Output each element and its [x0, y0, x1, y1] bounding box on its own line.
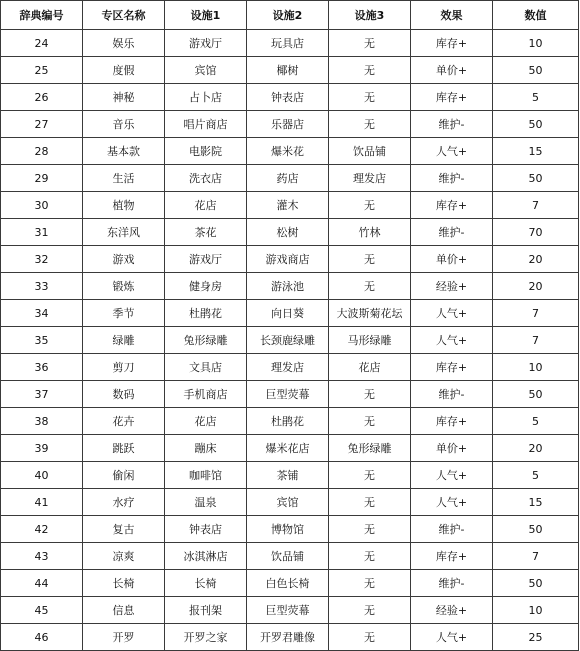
- table-row: [1, 327, 579, 354]
- facility-2-cell: 杜鹃花: [247, 408, 329, 435]
- value-cell: 5: [493, 462, 579, 489]
- facility-3-cell: 无: [329, 192, 411, 219]
- facility-3-cell: 饮品铺: [329, 138, 411, 165]
- zone-name-cell: 神秘: [83, 84, 165, 111]
- value-cell: 7: [493, 192, 579, 219]
- table-row: [1, 408, 579, 435]
- facility-1-cell: 手机商店: [165, 381, 247, 408]
- value-cell: 15: [493, 138, 579, 165]
- dict-number-cell: 36: [1, 354, 83, 381]
- dict-number-cell: 35: [1, 327, 83, 354]
- facility-3-cell: 马形绿雕: [329, 327, 411, 354]
- value-cell: 50: [493, 516, 579, 543]
- zone-name-cell: 季节: [83, 300, 165, 327]
- table-row: [1, 165, 579, 192]
- zone-name-cell: 基本款: [83, 138, 165, 165]
- effect-cell: 库存+: [411, 354, 493, 381]
- facility-2-cell: 开罗君雕像: [247, 624, 329, 651]
- table-row: [1, 246, 579, 273]
- zone-name-cell: 植物: [83, 192, 165, 219]
- facility-1-cell: 开罗之家: [165, 624, 247, 651]
- value-cell: 50: [493, 165, 579, 192]
- header-row: [1, 1, 579, 30]
- facility-1-cell: 文具店: [165, 354, 247, 381]
- zone-name-cell: 信息: [83, 597, 165, 624]
- facility-1-cell: 宾馆: [165, 57, 247, 84]
- header-cell-zone-name: 专区名称: [83, 1, 165, 30]
- facility-2-cell: 向日葵: [247, 300, 329, 327]
- facility-3-cell: 兔形绿雕: [329, 435, 411, 462]
- table-row: [1, 84, 579, 111]
- table-row: [1, 516, 579, 543]
- value-cell: 50: [493, 570, 579, 597]
- facility-3-cell: 无: [329, 489, 411, 516]
- facility-1-cell: 钟表店: [165, 516, 247, 543]
- dict-number-cell: 30: [1, 192, 83, 219]
- effect-cell: 人气+: [411, 327, 493, 354]
- effect-cell: 经验+: [411, 597, 493, 624]
- effect-cell: 库存+: [411, 192, 493, 219]
- value-cell: 50: [493, 381, 579, 408]
- header-cell-dict-number: 辞典编号: [1, 1, 83, 30]
- effect-cell: 人气+: [411, 462, 493, 489]
- dict-number-cell: 44: [1, 570, 83, 597]
- header-cell-facility-2: 设施2: [247, 1, 329, 30]
- facility-1-cell: 报刊架: [165, 597, 247, 624]
- zone-name-cell: 开罗: [83, 624, 165, 651]
- facility-2-cell: 药店: [247, 165, 329, 192]
- dict-number-cell: 41: [1, 489, 83, 516]
- facility-1-cell: 蹦床: [165, 435, 247, 462]
- table-row: [1, 570, 579, 597]
- dict-number-cell: 24: [1, 30, 83, 57]
- value-cell: 5: [493, 84, 579, 111]
- table-row: [1, 138, 579, 165]
- facility-1-cell: 兔形绿雕: [165, 327, 247, 354]
- dict-number-cell: 27: [1, 111, 83, 138]
- facility-3-cell: 无: [329, 30, 411, 57]
- table-row: [1, 624, 579, 651]
- effect-cell: 库存+: [411, 408, 493, 435]
- effect-cell: 维护-: [411, 165, 493, 192]
- facility-3-cell: 竹林: [329, 219, 411, 246]
- facility-2-cell: 博物馆: [247, 516, 329, 543]
- facility-3-cell: 花店: [329, 354, 411, 381]
- facility-3-cell: 无: [329, 246, 411, 273]
- value-cell: 7: [493, 327, 579, 354]
- table-row: [1, 111, 579, 138]
- effect-cell: 维护-: [411, 219, 493, 246]
- value-cell: 20: [493, 435, 579, 462]
- effect-cell: 人气+: [411, 138, 493, 165]
- dict-number-cell: 42: [1, 516, 83, 543]
- table-row: [1, 597, 579, 624]
- table-row: [1, 57, 579, 84]
- effect-cell: 维护-: [411, 381, 493, 408]
- zone-name-cell: 花卉: [83, 408, 165, 435]
- zone-name-cell: 生活: [83, 165, 165, 192]
- dict-number-cell: 40: [1, 462, 83, 489]
- dict-number-cell: 33: [1, 273, 83, 300]
- facility-1-cell: 唱片商店: [165, 111, 247, 138]
- facility-3-cell: 无: [329, 462, 411, 489]
- table-row: [1, 381, 579, 408]
- table-row: [1, 462, 579, 489]
- facility-1-cell: 花店: [165, 192, 247, 219]
- facility-3-cell: 无: [329, 408, 411, 435]
- facility-2-cell: 饮品铺: [247, 543, 329, 570]
- table-row: [1, 489, 579, 516]
- facility-2-cell: 椰树: [247, 57, 329, 84]
- value-cell: 20: [493, 246, 579, 273]
- facility-1-cell: 占卜店: [165, 84, 247, 111]
- dict-number-cell: 32: [1, 246, 83, 273]
- facility-1-cell: 游戏厅: [165, 246, 247, 273]
- dict-number-cell: 39: [1, 435, 83, 462]
- value-cell: 7: [493, 543, 579, 570]
- zone-name-cell: 水疗: [83, 489, 165, 516]
- value-cell: 7: [493, 300, 579, 327]
- table-row: [1, 219, 579, 246]
- effect-cell: 经验+: [411, 273, 493, 300]
- facility-2-cell: 乐器店: [247, 111, 329, 138]
- value-cell: 70: [493, 219, 579, 246]
- facility-1-cell: 长椅: [165, 570, 247, 597]
- effect-cell: 维护-: [411, 111, 493, 138]
- dict-number-cell: 29: [1, 165, 83, 192]
- facility-1-cell: 游戏厅: [165, 30, 247, 57]
- facility-1-cell: 杜鹃花: [165, 300, 247, 327]
- table-row: [1, 435, 579, 462]
- zone-name-cell: 娱乐: [83, 30, 165, 57]
- facility-2-cell: 理发店: [247, 354, 329, 381]
- table-row: [1, 300, 579, 327]
- facility-3-cell: 无: [329, 543, 411, 570]
- facility-2-cell: 灌木: [247, 192, 329, 219]
- dict-number-cell: 43: [1, 543, 83, 570]
- facility-3-cell: 无: [329, 570, 411, 597]
- effect-cell: 维护-: [411, 570, 493, 597]
- zone-name-cell: 跳跃: [83, 435, 165, 462]
- zone-name-cell: 数码: [83, 381, 165, 408]
- effect-cell: 维护-: [411, 516, 493, 543]
- header-cell-facility-3: 设施3: [329, 1, 411, 30]
- facility-1-cell: 洗衣店: [165, 165, 247, 192]
- facility-2-cell: 巨型荧幕: [247, 381, 329, 408]
- zone-name-cell: 复古: [83, 516, 165, 543]
- facility-2-cell: 爆米花: [247, 138, 329, 165]
- facility-1-cell: 健身房: [165, 273, 247, 300]
- dict-number-cell: 25: [1, 57, 83, 84]
- zone-name-cell: 剪刀: [83, 354, 165, 381]
- effect-cell: 库存+: [411, 543, 493, 570]
- facility-2-cell: 长颈鹿绿雕: [247, 327, 329, 354]
- facility-3-cell: 无: [329, 516, 411, 543]
- facility-3-cell: 无: [329, 381, 411, 408]
- zone-name-cell: 度假: [83, 57, 165, 84]
- table-row: [1, 30, 579, 57]
- table-row: [1, 543, 579, 570]
- dict-number-cell: 34: [1, 300, 83, 327]
- header-cell-effect: 效果: [411, 1, 493, 30]
- dict-number-cell: 38: [1, 408, 83, 435]
- facility-2-cell: 松树: [247, 219, 329, 246]
- facility-1-cell: 咖啡馆: [165, 462, 247, 489]
- value-cell: 20: [493, 273, 579, 300]
- zone-name-cell: 凉爽: [83, 543, 165, 570]
- facility-2-cell: 游戏商店: [247, 246, 329, 273]
- facility-2-cell: 巨型荧幕: [247, 597, 329, 624]
- dict-number-cell: 26: [1, 84, 83, 111]
- header-cell-facility-1: 设施1: [165, 1, 247, 30]
- dict-number-cell: 31: [1, 219, 83, 246]
- facility-3-cell: 无: [329, 624, 411, 651]
- facility-3-cell: 无: [329, 84, 411, 111]
- facility-2-cell: 钟表店: [247, 84, 329, 111]
- facility-3-cell: 无: [329, 111, 411, 138]
- facility-3-cell: 无: [329, 597, 411, 624]
- value-cell: 50: [493, 111, 579, 138]
- table-row: [1, 354, 579, 381]
- header-cell-value: 数值: [493, 1, 579, 30]
- zone-name-cell: 绿雕: [83, 327, 165, 354]
- facility-2-cell: 爆米花店: [247, 435, 329, 462]
- facility-2-cell: 宾馆: [247, 489, 329, 516]
- zone-name-cell: 锻炼: [83, 273, 165, 300]
- facility-1-cell: 花店: [165, 408, 247, 435]
- facility-2-cell: 游泳池: [247, 273, 329, 300]
- facility-2-cell: 茶铺: [247, 462, 329, 489]
- zone-name-cell: 东洋风: [83, 219, 165, 246]
- facility-3-cell: 大波斯菊花坛: [329, 300, 411, 327]
- effect-cell: 单价+: [411, 57, 493, 84]
- effect-cell: 单价+: [411, 246, 493, 273]
- effect-cell: 人气+: [411, 624, 493, 651]
- value-cell: 10: [493, 597, 579, 624]
- effect-cell: 人气+: [411, 300, 493, 327]
- value-cell: 5: [493, 408, 579, 435]
- table-row: [1, 273, 579, 300]
- value-cell: 15: [493, 489, 579, 516]
- effect-cell: 单价+: [411, 435, 493, 462]
- facility-1-cell: 茶花: [165, 219, 247, 246]
- zone-name-cell: 偷闲: [83, 462, 165, 489]
- dict-number-cell: 46: [1, 624, 83, 651]
- effect-cell: 库存+: [411, 30, 493, 57]
- effect-cell: 人气+: [411, 489, 493, 516]
- facility-3-cell: 无: [329, 57, 411, 84]
- value-cell: 50: [493, 57, 579, 84]
- facility-3-cell: 理发店: [329, 165, 411, 192]
- facility-3-cell: 无: [329, 273, 411, 300]
- facility-1-cell: 温泉: [165, 489, 247, 516]
- facility-1-cell: 电影院: [165, 138, 247, 165]
- value-cell: 10: [493, 30, 579, 57]
- dict-number-cell: 28: [1, 138, 83, 165]
- value-cell: 25: [493, 624, 579, 651]
- facility-2-cell: 白色长椅: [247, 570, 329, 597]
- effect-cell: 库存+: [411, 84, 493, 111]
- facility-1-cell: 冰淇淋店: [165, 543, 247, 570]
- table-body: [1, 30, 579, 651]
- facility-2-cell: 玩具店: [247, 30, 329, 57]
- table-row: [1, 192, 579, 219]
- zone-name-cell: 音乐: [83, 111, 165, 138]
- value-cell: 10: [493, 354, 579, 381]
- zone-name-cell: 游戏: [83, 246, 165, 273]
- zone-name-cell: 长椅: [83, 570, 165, 597]
- dict-number-cell: 45: [1, 597, 83, 624]
- dict-number-cell: 37: [1, 381, 83, 408]
